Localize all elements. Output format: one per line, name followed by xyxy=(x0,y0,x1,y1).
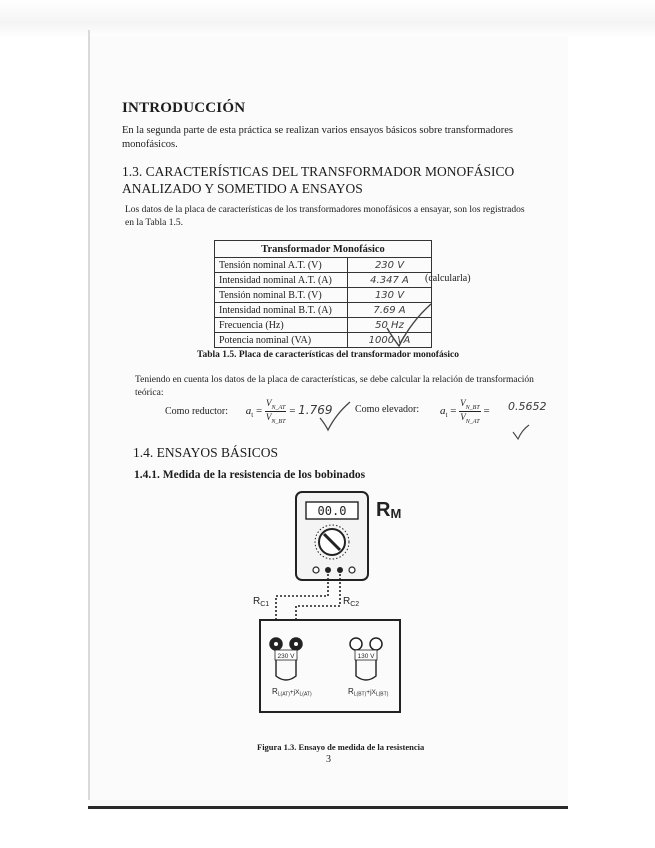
row-value: 4.347 A xyxy=(348,273,432,288)
fraction-denominator xyxy=(459,412,481,425)
bt-x-symbol: +jX xyxy=(366,689,376,696)
handwritten-checkmark-icon xyxy=(385,300,435,350)
rm-label xyxy=(376,499,401,521)
section-1-4-1-heading: 1.4.1. Medida de la resistencia de los bobinados xyxy=(134,469,366,481)
bt-terminal-icon xyxy=(350,638,362,650)
rc1-symbol: R xyxy=(253,596,261,607)
numerator-symbol: V xyxy=(460,398,466,408)
at-voltage-label: 230 V xyxy=(277,653,295,660)
scan-top-edge xyxy=(0,0,655,38)
equals-sign: = xyxy=(289,404,296,417)
section-1-3-line-2: ANALIZADO Y SOMETIDO A ENSAYOS xyxy=(122,181,363,196)
fraction-numerator xyxy=(265,398,287,412)
intro-line-1: En la segunda parte de esta práctica se realizan varios ensayos básicos sobre transformadores xyxy=(122,125,513,136)
at-r-symbol: R xyxy=(272,687,278,696)
numerator-subscript: N_AT xyxy=(271,404,286,411)
row-label: Intensidad nominal A.T. (A) xyxy=(215,273,348,288)
rc1-label xyxy=(253,596,269,608)
reducer-label: Como reductor: xyxy=(165,405,229,417)
fraction-denominator xyxy=(265,412,287,425)
plate-line-1: Los datos de la placa de características de los transformadores monofásicos a ensayar, son los registrados xyxy=(125,205,525,215)
page-bottom-edge xyxy=(88,806,568,809)
table-header: Transformador Monofásico xyxy=(215,241,432,258)
denominator-symbol: V xyxy=(460,411,466,422)
terminal-icon xyxy=(325,567,331,573)
intro-paragraph xyxy=(122,124,542,152)
rc2-subscript: C2 xyxy=(350,601,360,608)
row-value: 130 V xyxy=(348,288,432,303)
rm-symbol: R xyxy=(376,499,391,521)
row-value: 230 V xyxy=(348,258,432,273)
denominator-subscript: N_AT xyxy=(465,418,480,425)
page-heading: INTRODUCCIÓN xyxy=(122,100,246,116)
ratio-subscript: t xyxy=(445,411,448,420)
bt-x-subscript: L(BT) xyxy=(375,691,389,698)
rc1-subscript: C1 xyxy=(260,601,270,608)
reducer-formula xyxy=(165,398,333,425)
row-label: Frecuencia (Hz) xyxy=(215,318,348,333)
terminal-icon xyxy=(313,567,319,573)
equals-sign: = xyxy=(450,404,457,417)
ratio-line-2: teórica: xyxy=(135,388,164,398)
numerator-symbol: V xyxy=(266,398,272,408)
fraction-numerator xyxy=(459,398,481,412)
plate-line-2: en la Tabla 1.5. xyxy=(125,218,183,228)
elevator-formula xyxy=(440,398,490,425)
page-number: 3 xyxy=(326,754,331,765)
row-value: 7.69 A xyxy=(348,303,432,318)
ratio-subscript: t xyxy=(251,411,254,420)
reducer-fraction xyxy=(265,398,287,425)
elevator-value: 0.5652 xyxy=(508,400,547,413)
denominator-subscript: N_BT xyxy=(271,418,286,425)
equals-sign: = xyxy=(255,404,263,417)
table-caption: Tabla 1.5. Placa de características del transformador monofásico xyxy=(197,350,460,360)
row-label: Tensión nominal B.T. (V) xyxy=(215,288,348,303)
rm-subscript: M xyxy=(390,506,402,521)
handwritten-checkmark-icon xyxy=(512,424,530,440)
resistance-measurement-figure xyxy=(240,490,440,740)
section-1-3-line-1: 1.3. CARACTERÍSTICAS DEL TRANSFORMADOR MONOFÁSICO xyxy=(122,164,515,179)
handwritten-checkmark-icon xyxy=(318,400,352,432)
bt-terminal-icon xyxy=(370,638,382,650)
row-label: Tensión nominal A.T. (V) xyxy=(215,258,348,273)
bt-r-subscript: L(BT) xyxy=(353,691,367,698)
denominator-symbol: V xyxy=(265,411,272,422)
rc2-symbol: R xyxy=(343,596,351,607)
table-row xyxy=(215,273,432,288)
row-label: Intensidad nominal B.T. (A) xyxy=(215,303,348,318)
ratio-symbol: a xyxy=(245,404,252,417)
ratio-paragraph xyxy=(135,374,555,400)
row-value: 50 Hz xyxy=(348,318,432,333)
ratio-symbol: a xyxy=(440,404,446,417)
display-readout: 00.0 xyxy=(317,504,347,518)
page-left-edge xyxy=(88,30,90,800)
figure-caption: Figura 1.3. Ensayo de medida de la resistencia xyxy=(257,742,425,752)
reducer-value: 1.769 xyxy=(298,402,333,417)
plate-paragraph xyxy=(125,204,555,230)
intro-line-2: monofásicos. xyxy=(122,139,178,150)
equals-sign: = xyxy=(483,404,490,417)
transformer-box xyxy=(260,620,400,712)
bt-r-symbol: R xyxy=(348,687,354,696)
row-value: 1000 VA xyxy=(348,333,432,348)
table-row xyxy=(215,258,432,273)
elevator-label: Como elevador: xyxy=(355,404,420,415)
section-1-3-heading xyxy=(122,163,542,197)
at-x-symbol: +jX xyxy=(289,689,300,696)
row-label: Potencia nominal (VA) xyxy=(215,333,348,348)
bt-voltage-label: 130 V xyxy=(357,653,375,660)
at-x-subscript: L(AT) xyxy=(299,691,312,698)
numerator-subscript: N_BT xyxy=(465,404,480,411)
terminal-icon xyxy=(337,567,343,573)
terminal-icon xyxy=(349,567,355,573)
section-1-4-heading: 1.4. ENSAYOS BÁSICOS xyxy=(133,445,279,460)
at-r-subscript: L(AT) xyxy=(277,691,290,698)
ratio-line-1: Teniendo en cuenta los datos de la placa de características, se debe calcular la relación de transformación xyxy=(135,375,534,385)
elevator-fraction xyxy=(459,398,481,425)
table-note: (calcularla) xyxy=(425,273,471,284)
rc2-label xyxy=(343,596,359,608)
